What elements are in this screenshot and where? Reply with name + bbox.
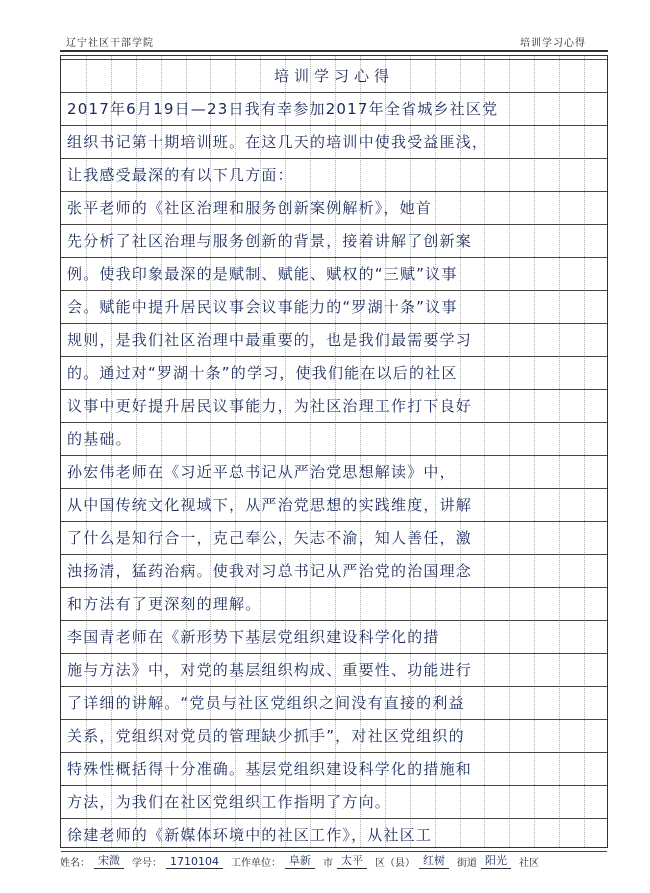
street-value: 红树 xyxy=(419,852,449,869)
ruled-line xyxy=(61,785,607,786)
ruled-line xyxy=(61,389,607,390)
text-line: 特殊性概括得十分准确。基层党组织建设科学化的措施和 xyxy=(67,760,473,778)
ruled-line xyxy=(61,224,607,225)
ruled-line xyxy=(61,422,607,423)
district-label: 区（县） xyxy=(375,858,415,869)
ruled-line xyxy=(61,290,607,291)
text-line: 让我感受最深的有以下几方面： xyxy=(67,166,294,184)
text-line: 浊扬清，猛药治病。使我对习总书记从严治党的治国理念 xyxy=(67,562,473,580)
ruled-line xyxy=(61,719,607,720)
student-info-footer xyxy=(60,851,608,869)
ruled-line xyxy=(61,587,607,588)
text-line: 和方法有了更深刻的理解。 xyxy=(67,595,262,613)
text-line: 议事中更好提升居民议事能力，为社区治理工作打下良好 xyxy=(67,397,473,415)
text-line: 先分析了社区治理与服务创新的背景，接着讲解了创新案 xyxy=(67,232,473,250)
document-title: 培训学习心得 xyxy=(273,67,394,85)
district-value: 太平 xyxy=(337,852,367,869)
student-id-label: 学号： xyxy=(132,858,162,869)
city-label: 市 xyxy=(323,858,333,869)
text-line: 从中国传统文化视域下，从严治党思想的实践维度，讲解 xyxy=(67,496,473,514)
name-value: 宋溦 xyxy=(94,852,124,869)
ruled-line xyxy=(61,752,607,753)
ruled-line xyxy=(61,488,607,489)
text-line: 关系，党组织对党员的管理缺少抓手”，对社区党组织的 xyxy=(67,727,465,745)
header-divider xyxy=(60,50,608,52)
ruled-line xyxy=(61,686,607,687)
text-line: 方法，为我们在社区党组织工作指明了方向。 xyxy=(67,793,392,811)
text-line: 会。赋能中提升居民议事会议事能力的“罗湖十条”议事 xyxy=(67,298,458,316)
ruled-line xyxy=(61,356,607,357)
header-doc-type: 培训学习心得 xyxy=(520,38,586,49)
community-value: 阳光 xyxy=(481,852,511,869)
text-line: 2017年6月19日—23日我有幸参加2017年全省城乡社区党 xyxy=(67,100,499,118)
text-line: 例。使我印象最深的是赋制、赋能、赋权的“三赋”议事 xyxy=(67,265,458,283)
ruled-line xyxy=(61,125,607,126)
street-label: 街道 xyxy=(457,858,477,869)
text-line: 张平老师的《社区治理和服务创新案例解析》，她首 xyxy=(67,199,433,217)
text-line: 组织书记第十期培训班。在这几天的培训中使我受益匪浅， xyxy=(67,133,489,151)
city-value: 阜新 xyxy=(285,852,315,869)
writing-sheet xyxy=(60,55,608,848)
text-line: 的基础。 xyxy=(67,430,132,448)
text-line: 的。通过对“罗湖十条”的学习，使我们能在以后的社区 xyxy=(67,364,458,382)
ruled-line xyxy=(61,191,607,192)
ruled-line xyxy=(61,323,607,324)
ruled-line xyxy=(61,455,607,456)
ruled-line xyxy=(61,521,607,522)
ruled-line xyxy=(61,158,607,159)
ruled-line xyxy=(61,554,607,555)
text-line: 规则，是我们社区治理中最重要的，也是我们最需要学习 xyxy=(67,331,473,349)
ruled-line xyxy=(61,257,607,258)
ruled-line xyxy=(61,59,607,60)
ruled-line xyxy=(61,818,607,819)
community-label: 社区 xyxy=(519,858,539,869)
work-unit-label: 工作单位： xyxy=(231,858,281,869)
name-label: 姓名： xyxy=(60,858,90,869)
text-line: 徐建老师的《新媒体环境中的社区工作》，从社区工 xyxy=(67,826,433,844)
ruled-line xyxy=(61,92,607,93)
text-line: 施与方法》中，对党的基层组织构成、重要性、功能进行 xyxy=(67,661,473,679)
ruled-line xyxy=(61,620,607,621)
text-line: 李国青老师在《新形势下基层党组织建设科学化的措 xyxy=(67,628,440,646)
student-id-value: 1710104 xyxy=(166,855,223,869)
text-line: 孙宏伟老师在《习近平总书记从严治党思想解读》中， xyxy=(67,463,456,481)
text-line: 了什么是知行合一，克己奉公，矢志不渝，知人善任，激 xyxy=(67,529,473,547)
text-line: 了详细的讲解。“党员与社区党组织之间没有直接的利益 xyxy=(67,694,465,712)
header-school-name: 辽宁社区干部学院 xyxy=(66,38,154,49)
ruled-line xyxy=(61,653,607,654)
